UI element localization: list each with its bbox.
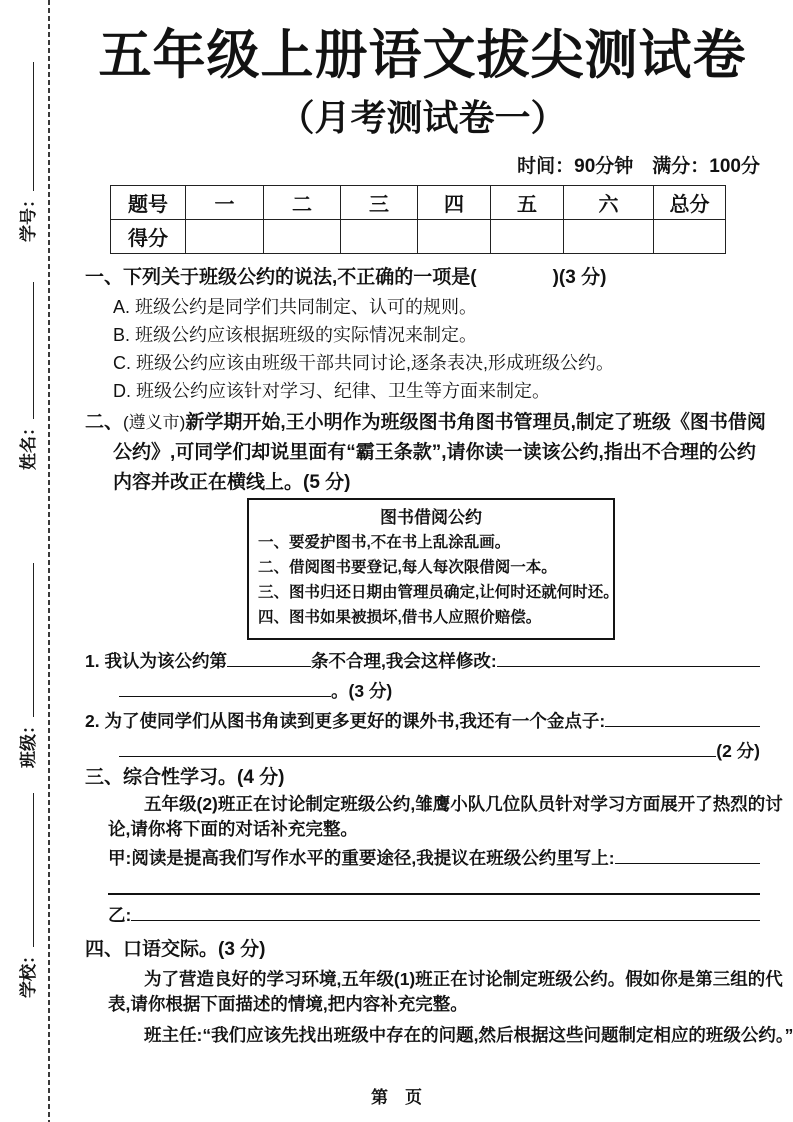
speaker-a-row [108,846,760,871]
main-content [85,0,793,1048]
answer-blank-full-line [108,873,760,895]
question-2-text: 新学期开始,王小明作为班级图书角图书管理员,制定了班级《图书借阅 [185,411,766,433]
page-title: 五年级上册语文拔尖测试卷 [98,26,747,85]
option-d: D. 班级公约应该针对学习、纪律、卫生等方面来制定。 [113,380,550,401]
score-table-score-row [111,219,726,253]
question-2 [85,408,766,498]
sub-q1-text-1: 1. 我认为该公约第 [85,650,227,671]
sub-question-1-line2 [119,676,760,706]
q4-paragraph-line1: 为了营造良好的学习环境,五年级(1)班正在讨论制定班级公约。假如你是第三组的代 [144,968,783,989]
answer-blank [119,756,716,757]
score-empty-cell [264,219,341,253]
score-table [110,185,726,254]
question-4-body [108,967,793,1048]
q3-paragraph-line2: 论,请你将下面的对话补充完整。 [108,818,358,839]
class-label: 班级： [19,717,38,768]
sub-question-2-line1 [85,706,760,736]
score-empty-cell [186,219,264,253]
name-blank [33,282,34,419]
q3-paragraph-line1: 五年级(2)班正在讨论制定班级公约,雏鹰小队几位队员针对学习方面展开了热烈的讨 [144,793,783,814]
answer-blank [615,863,760,864]
sub-q2-points: (2 分) [716,740,760,761]
sub-q1-points: 。(3 分) [331,680,393,701]
score-header-cell: 五 [491,185,564,219]
speaker-b-text: 乙: [108,904,132,925]
exam-info: 时间：90分钟 满分：100分 [517,155,760,177]
question-2-line2: 公约》,可同学们却说里面有“霸王条款”,请你读一读该公约,指出不合理的公约 [113,441,756,463]
covenant-rule: 二、借阅图书要登记,每人每次限借阅一本。 [258,558,557,576]
question-2-line1 [85,408,766,438]
binding-dashed-line [48,0,50,1122]
q4-paragraph-line2: 表,请你根据下面描述的情境,把内容补充完整。 [108,993,468,1014]
sub-question-2-line2 [119,736,760,766]
score-empty-cell [341,219,418,253]
score-header-cell: 一 [186,185,264,219]
question-3-body [108,792,783,928]
sub-question-1-line1 [85,646,760,676]
school-label: 学校： [19,947,38,998]
sub-q2-text: 2. 为了使同学们从图书角读到更多更好的课外书,我还有一个金点子: [85,710,606,731]
score-table-header-row [111,185,726,219]
option-a: A. 班级公约是同学们共同制定、认可的规则。 [113,296,478,317]
question-3-heading: 三、综合性学习。(4 分) [85,766,285,788]
margin-field-class [14,563,38,768]
answer-blank [497,666,760,667]
page-number-footer: 第 页 [371,1088,422,1107]
question-2-source: (遵义市) [123,412,186,432]
score-header-cell: 三 [341,185,418,219]
speaker-a-text: 甲:阅读是提高我们写作水平的重要途径,我提议在班级公约里写上: [108,847,615,868]
student-id-label: 学号： [19,191,38,242]
covenant-rule: 三、图书归还日期由管理员确定,让何时还就何时还。 [258,583,619,601]
covenant-rule: 一、要爱护图书,不在书上乱涂乱画。 [258,533,511,551]
margin-field-name [14,282,38,470]
score-empty-cell [654,219,726,253]
covenant-rule: 四、图书如果被损坏,借书人应照价赔偿。 [258,608,542,626]
score-row-label: 得分 [111,219,186,253]
covenant-title: 图书借阅公约 [380,507,482,527]
answer-blank [131,920,760,921]
speaker-b-row [108,903,760,928]
name-label: 姓名： [19,419,38,470]
score-empty-cell [418,219,491,253]
margin-field-school [14,793,38,998]
answer-blank [119,696,331,697]
score-header-cell: 总分 [654,185,726,219]
score-header-cell: 六 [564,185,654,219]
covenant-box [247,498,619,640]
question-2-number: 二、 [85,411,124,433]
score-empty-cell [564,219,654,253]
score-header-cell: 四 [418,185,491,219]
question-2-line3: 内容并改正在横线上。(5 分) [113,471,351,493]
page-subtitle: （月考测试卷一） [278,96,567,138]
student-id-blank [33,62,34,191]
answer-blank [227,666,311,667]
option-b: B. 班级公约应该根据班级的实际情况来制定。 [113,324,478,345]
question-1-heading: 一、下列关于班级公约的说法,不正确的一项是( )(3 分) [85,266,607,288]
q4-teacher-line: 班主任:“我们应该先找出班级中存在的问题,然后根据这些问题制定相应的班级公约。” [144,1024,793,1045]
option-c: C. 班级公约应该由班级干部共同讨论,逐条表决,形成班级公约。 [113,352,615,373]
score-header-cell: 题号 [111,185,186,219]
answer-blank [605,726,760,727]
question-4-heading: 四、口语交际。(3 分) [85,938,266,960]
school-blank [33,793,34,947]
class-blank [33,563,34,717]
score-empty-cell [491,219,564,253]
score-header-cell: 二 [264,185,341,219]
sub-q1-text-2: 条不合理,我会这样修改: [310,650,497,671]
margin-field-student-id [14,62,38,242]
question-1-options [113,297,760,401]
